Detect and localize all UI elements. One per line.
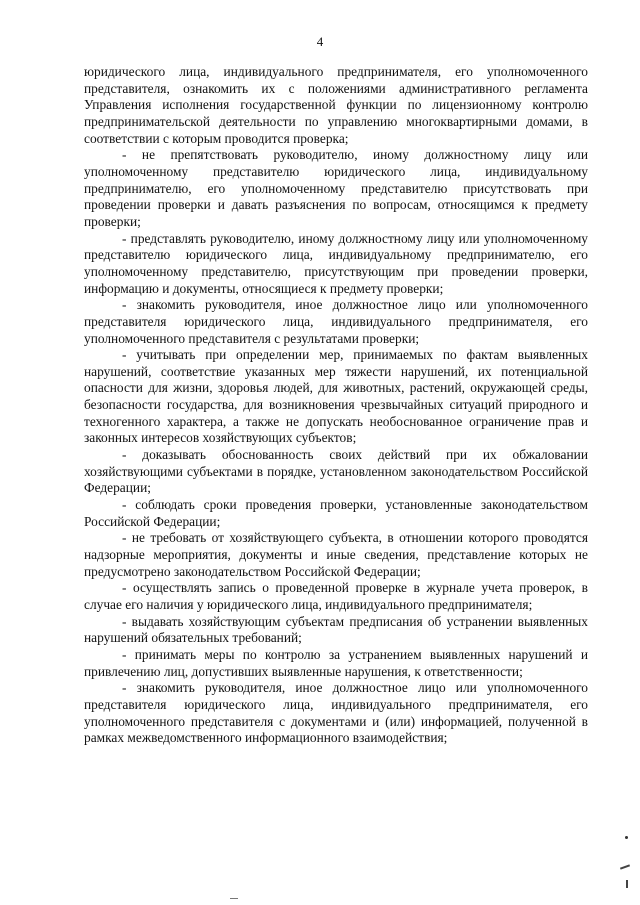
paragraph: - знакомить руководителя, иное должностное лицо или уполномоченного представителя юридического лица, индивидуального предпринимателя, его уполномоченного представителя с документами и (или) информацией, полученной в рамках межведомственного информационного взаимодействия; [84, 680, 588, 746]
page-number: 4 [316, 34, 324, 49]
scan-speck [620, 864, 630, 869]
paragraph: - не препятствовать руководителю, иному должностному лицу или уполномоченному представителю юридического лица, индивидуальному предпринимателю, его уполномоченному представителю присутствовать при проведении проверки и давать разъяснения по вопросам, относящимся к предмету проверки; [84, 147, 588, 229]
document-body [84, 64, 588, 747]
paragraph: - выдавать хозяйствующим субъектам предписания об устранении выявленных нарушений обязательных требований; [84, 613, 588, 646]
paragraph: - представлять руководителю, иному должностному лицу или уполномоченному представителю юридического лица, индивидуальному предпринимателю, его уполномоченному представителю, присутствующим при проведении проверки, информацию и документы, относящиеся к предмету проверки; [84, 230, 588, 296]
paragraph: юридического лица, индивидуального предпринимателя, его уполномоченного представителя, ознакомить их с положениями административного регламента Управления исполнения государственной функции по лицензионному контролю предпринимательской деятельности по управлению многоквартирными домами, в соответствии с которым проводится проверка; [84, 64, 588, 146]
paragraph: - принимать меры по контролю за устранением выявленных нарушений и привлечению лиц, допустивших выявленные нарушения, к ответственности; [84, 646, 588, 679]
paragraph: - знакомить руководителя, иное должностное лицо или уполномоченного представителя юридического лица, индивидуального предпринимателя, его уполномоченного представителя с результатами проверки; [84, 297, 588, 346]
paragraph: - осуществлять запись о проведенной проверке в журнале учета проверок, в случае его наличия у юридического лица, индивидуального предпринимателя; [84, 580, 588, 612]
scan-speck [626, 880, 628, 888]
paragraph: - доказывать обоснованность своих действий при их обжаловании хозяйствующими субъектами в порядке, установленном законодательством Российской Федерации; [84, 447, 588, 496]
scan-speck [625, 836, 628, 839]
paragraph: - не требовать от хозяйствующего субъекта, в отношении которого проводятся надзорные мероприятия, документы и иные сведения, представление которых не предусмотрено законодательством Российской Федерации; [84, 530, 588, 579]
scan-speck [230, 898, 238, 899]
paragraph: - учитывать при определении мер, принимаемых по фактам выявленных нарушений, соответствие указанных мер тяжести нарушений, их потенциальной опасности для жизни, здоровья людей, для животных, растений, окружающей среды, безопасности государства, для возникновения чрезвычайных ситуаций природного и техногенного характера, а также не допускать необоснованное ограничение прав и законных интересов хозяйствующих субъектов; [84, 347, 588, 446]
paragraph: - соблюдать сроки проведения проверки, установленные законодательством Российской Федерации; [84, 497, 588, 529]
